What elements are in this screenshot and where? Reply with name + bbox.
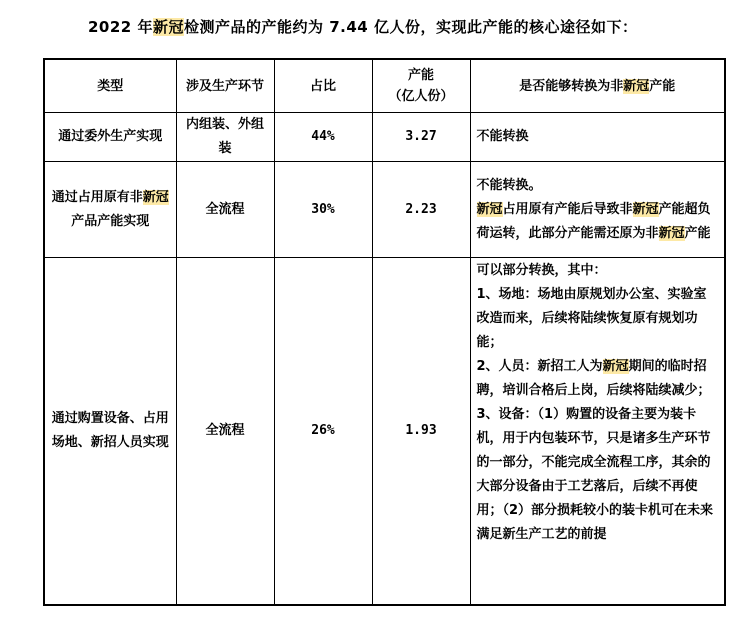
intro-text [88, 16, 738, 37]
convert-line2: 1、场地：场地由原规划办公室、实验室改造而来，后续将陆续恢复原有规划功能； [476, 287, 707, 350]
header-capacity [372, 59, 470, 113]
convert-line3-highlight: 新冠 [602, 359, 629, 374]
cell-ratio: 44% [274, 113, 372, 162]
table-row [44, 162, 725, 258]
convert-highlight-1: 新冠 [476, 201, 503, 217]
header-process: 涉及生产环节 [176, 59, 274, 113]
cell-convert [470, 162, 725, 258]
convert-line1: 可以部分转换，其中： [476, 263, 607, 278]
intro-highlight: 新冠 [152, 18, 184, 36]
cell-type: 通过委外生产实现 [44, 113, 176, 162]
table-row [44, 113, 725, 162]
cell-capacity: 3.27 [372, 113, 470, 162]
cell-type-pre: 通过占用原有非 [51, 189, 143, 205]
cell-convert [470, 258, 725, 606]
convert-end: 产能 [684, 225, 711, 241]
header-convert [470, 59, 725, 113]
cell-convert: 不能转换 [470, 113, 725, 162]
cell-type-highlight: 新冠 [142, 189, 169, 205]
header-convert-highlight: 新冠 [623, 78, 650, 94]
convert-mid-2: 产能超负荷运转，此部分产能需还原为非 [476, 201, 711, 241]
convert-highlight-3: 新冠 [658, 225, 685, 241]
convert-mid-1: 占用原有产能后导致非 [502, 201, 633, 217]
convert-line1: 不能转换。 [476, 177, 542, 193]
cell-capacity: 2.23 [372, 162, 470, 258]
cell-type-post: 产品产能实现 [71, 213, 150, 229]
cell-type [44, 162, 176, 258]
cell-type: 通过购置设备、占用场地、新招人员实现 [44, 258, 176, 606]
intro-suffix: 检测产品的产能约为 7.44 亿人份，实现此产能的核心途径如下： [184, 18, 638, 36]
header-type: 类型 [44, 59, 176, 113]
cell-capacity: 1.93 [372, 258, 470, 606]
convert-highlight-2: 新冠 [632, 201, 659, 217]
convert-line3-post: 期间的临时招聘，培训合格后上岗，后续将陆续减少； [476, 359, 711, 398]
table-row [44, 258, 725, 606]
cell-process: 内组装、外组装 [176, 113, 274, 162]
cell-ratio: 30% [274, 162, 372, 258]
cell-ratio: 26% [274, 258, 372, 606]
header-capacity-line1: 产能 [407, 68, 434, 83]
header-convert-post: 产能 [649, 78, 676, 94]
header-capacity-line2: （亿人份） [388, 89, 454, 104]
cell-process: 全流程 [176, 258, 274, 606]
table-header-row [44, 59, 725, 113]
capacity-table [43, 58, 726, 606]
header-convert-pre: 是否能够转换为非 [519, 78, 624, 94]
intro-prefix: 2022 年 [88, 18, 153, 36]
convert-line4: 3、设备：（1）购置的设备主要为装卡机，用于内包装环节，只是诸多生产环节的一部分，不能完成全流程工序，其余的大部分设备由于工艺落后，后续不再使用；（2）部分损耗较小的装卡机可在未来满足新生产工艺的前提 [476, 407, 714, 542]
cell-process: 全流程 [176, 162, 274, 258]
header-ratio: 占比 [274, 59, 372, 113]
convert-line3-pre: 2、人员：新招工人为 [476, 359, 603, 374]
